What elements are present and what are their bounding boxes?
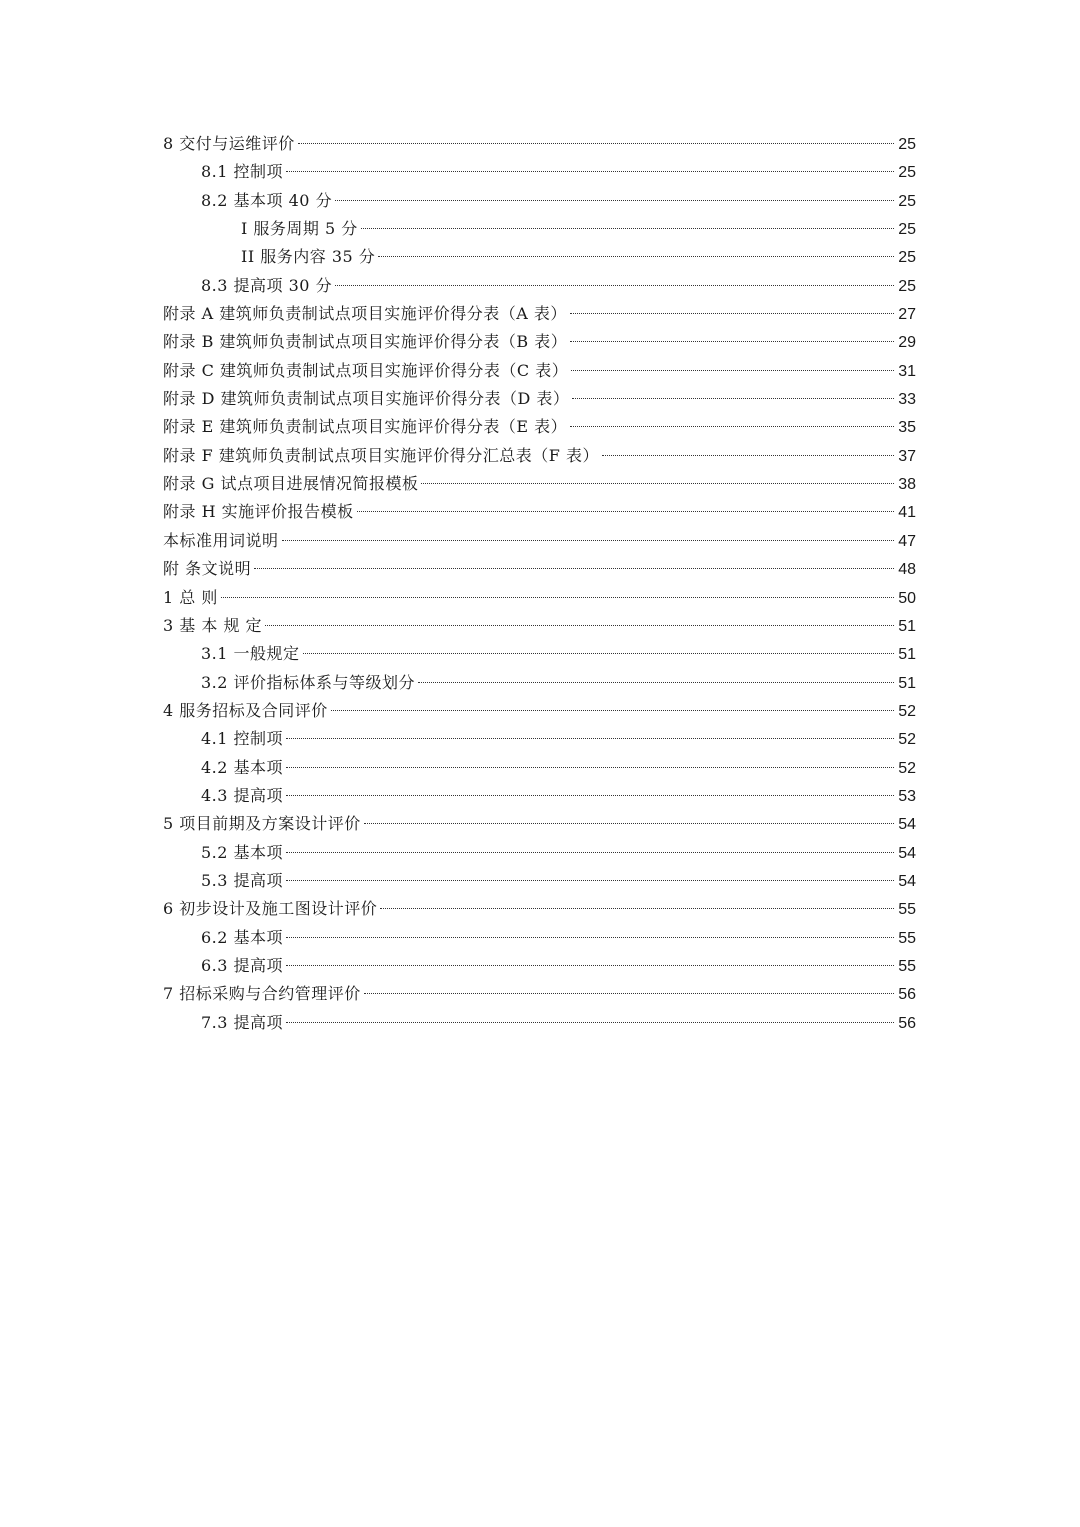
dot-leader [286,852,894,853]
dot-leader [570,313,894,314]
toc-page-number: 55 [898,957,916,975]
dot-leader [282,540,894,541]
toc-entry-title: 附 条文说明 [163,559,252,579]
toc-entry-title: 3 基 本 规 定 [163,615,263,635]
dot-leader [286,767,894,768]
toc-entry-title: 附录 E 建筑师负责制试点项目实施评价得分表（E 表） [163,417,568,437]
toc-entry-title: I 服务周期 5 分 [241,219,358,239]
toc-entry[interactable] [163,980,916,1008]
dot-leader [364,993,894,994]
toc-entry-title: 本标准用词说明 [163,530,279,550]
toc-page-number: 38 [898,476,916,494]
toc-page-number: 47 [898,532,916,550]
toc-entry-title: 8.1 控制项 [201,162,284,182]
toc-entry[interactable] [163,357,916,385]
toc-page-number: 35 [898,419,916,437]
toc-entry-title: 附录 G 试点项目进展情况简报模板 [163,474,419,494]
toc-entry-title: 6.3 提高项 [201,955,284,975]
toc-entry[interactable] [163,669,916,697]
toc-page-number: 31 [898,362,916,380]
toc-entry-title: 7 招标采购与合约管理评价 [163,984,361,1004]
toc-page-number: 52 [898,731,916,749]
toc-page-number: 33 [898,391,916,409]
dot-leader [335,285,894,286]
dot-leader [335,200,894,201]
dot-leader [286,171,894,172]
toc-entry[interactable] [163,612,916,640]
toc-page-number: 50 [898,589,916,607]
dot-leader [602,455,894,456]
toc-entry[interactable] [163,1009,916,1037]
toc-entry-title: 5.2 基本项 [201,842,284,862]
toc-entry[interactable] [163,187,916,215]
toc-entry[interactable] [163,895,916,923]
toc-page-number: 25 [898,249,916,267]
toc-entry-title: 附录 A 建筑师负责制试点项目实施评价得分表（A 表） [163,304,567,324]
toc-page-number: 51 [898,646,916,664]
dot-leader [380,908,894,909]
toc-entry[interactable] [163,640,916,668]
toc-page-number: 51 [898,674,916,692]
toc-entry[interactable] [163,867,916,895]
toc-page-number: 52 [898,759,916,777]
toc-entry-title: 6.2 基本项 [201,927,284,947]
toc-page-number: 41 [898,504,916,522]
toc-entry-title: 附录 B 建筑师负责制试点项目实施评价得分表（B 表） [163,332,568,352]
dot-leader [570,426,894,427]
toc-entry[interactable] [163,328,916,356]
table-of-contents [163,130,916,1037]
toc-entry-title: 4.3 提高项 [201,785,284,805]
toc-page-number: 54 [898,816,916,834]
toc-page-number: 37 [898,447,916,465]
toc-page-number: 48 [898,561,916,579]
dot-leader [286,738,894,739]
dot-leader [254,568,894,569]
toc-page-number: 54 [898,844,916,862]
toc-entry[interactable] [163,385,916,413]
dot-leader [571,370,894,371]
toc-entry[interactable] [163,470,916,498]
toc-entry[interactable] [163,130,916,158]
toc-entry[interactable] [163,498,916,526]
toc-entry[interactable] [163,584,916,612]
toc-entry-title: 8 交付与运维评价 [163,134,295,153]
toc-entry[interactable] [163,924,916,952]
dot-leader [286,1022,894,1023]
toc-page-number: 27 [898,306,916,324]
dot-leader [331,710,894,711]
toc-page-number: 51 [898,617,916,635]
toc-entry-title: 6 初步设计及施工图设计评价 [163,899,378,919]
dot-leader [303,653,894,654]
toc-page-number: 56 [898,986,916,1004]
dot-leader [298,143,894,144]
toc-page-number: 55 [898,901,916,919]
toc-entry[interactable] [163,413,916,441]
toc-entry[interactable] [163,527,916,555]
toc-entry[interactable] [163,782,916,810]
toc-page-number: 25 [898,192,916,210]
toc-entry[interactable] [163,555,916,583]
toc-entry-title: 附录 C 建筑师负责制试点项目实施评价得分表（C 表） [163,360,569,380]
toc-page-number: 29 [898,334,916,352]
toc-entry-title: 8.2 基本项 40 分 [201,190,333,210]
toc-entry[interactable] [163,952,916,980]
dot-leader [286,795,894,796]
toc-page-number: 25 [898,277,916,295]
toc-page-number: 52 [898,702,916,720]
toc-page-number: 25 [898,136,916,153]
toc-entry[interactable] [163,754,916,782]
toc-entry[interactable] [163,725,916,753]
dot-leader [378,256,894,257]
toc-entry-title: 5 项目前期及方案设计评价 [163,814,361,834]
toc-page-number: 25 [898,164,916,182]
toc-entry-title: 附录 F 建筑师负责制试点项目实施评价得分汇总表（F 表） [163,445,599,465]
toc-entry-title: 1 总 则 [163,587,218,607]
toc-entry-title: 附录 H 实施评价报告模板 [163,502,354,522]
dot-leader [421,483,894,484]
dot-leader [265,625,894,626]
toc-entry[interactable] [163,810,916,838]
toc-entry-title: 4 服务招标及合同评价 [163,700,328,720]
toc-entry[interactable] [163,158,916,186]
toc-entry-title: II 服务内容 35 分 [241,247,376,267]
toc-entry-title: 8.3 提高项 30 分 [201,275,333,295]
toc-page-number: 53 [898,787,916,805]
toc-entry-title: 3.1 一般规定 [201,644,300,664]
toc-entry[interactable] [163,215,916,243]
dot-leader [364,823,894,824]
toc-page-number: 55 [898,929,916,947]
toc-entry[interactable] [163,697,916,725]
toc-entry[interactable] [163,272,916,300]
toc-entry[interactable] [163,243,916,271]
dot-leader [570,341,894,342]
dot-leader [361,228,894,229]
toc-entry[interactable] [163,442,916,470]
toc-page-number: 25 [898,221,916,239]
dot-leader [221,597,894,598]
toc-entry-title: 7.3 提高项 [201,1012,284,1032]
toc-page-number: 54 [898,872,916,890]
dot-leader [418,682,894,683]
dot-leader [286,937,894,938]
toc-entry[interactable] [163,839,916,867]
toc-entry-title: 5.3 提高项 [201,870,284,890]
dot-leader [357,511,894,512]
dot-leader [286,880,894,881]
toc-entry-title: 4.1 控制项 [201,729,284,749]
dot-leader [286,965,894,966]
toc-page-number: 56 [898,1014,916,1032]
toc-entry[interactable] [163,300,916,328]
toc-entry-title: 附录 D 建筑师负责制试点项目实施评价得分表（D 表） [163,389,570,409]
dot-leader [572,398,894,399]
toc-entry-title: 4.2 基本项 [201,757,284,777]
toc-entry-title: 3.2 评价指标体系与等级划分 [201,672,416,692]
